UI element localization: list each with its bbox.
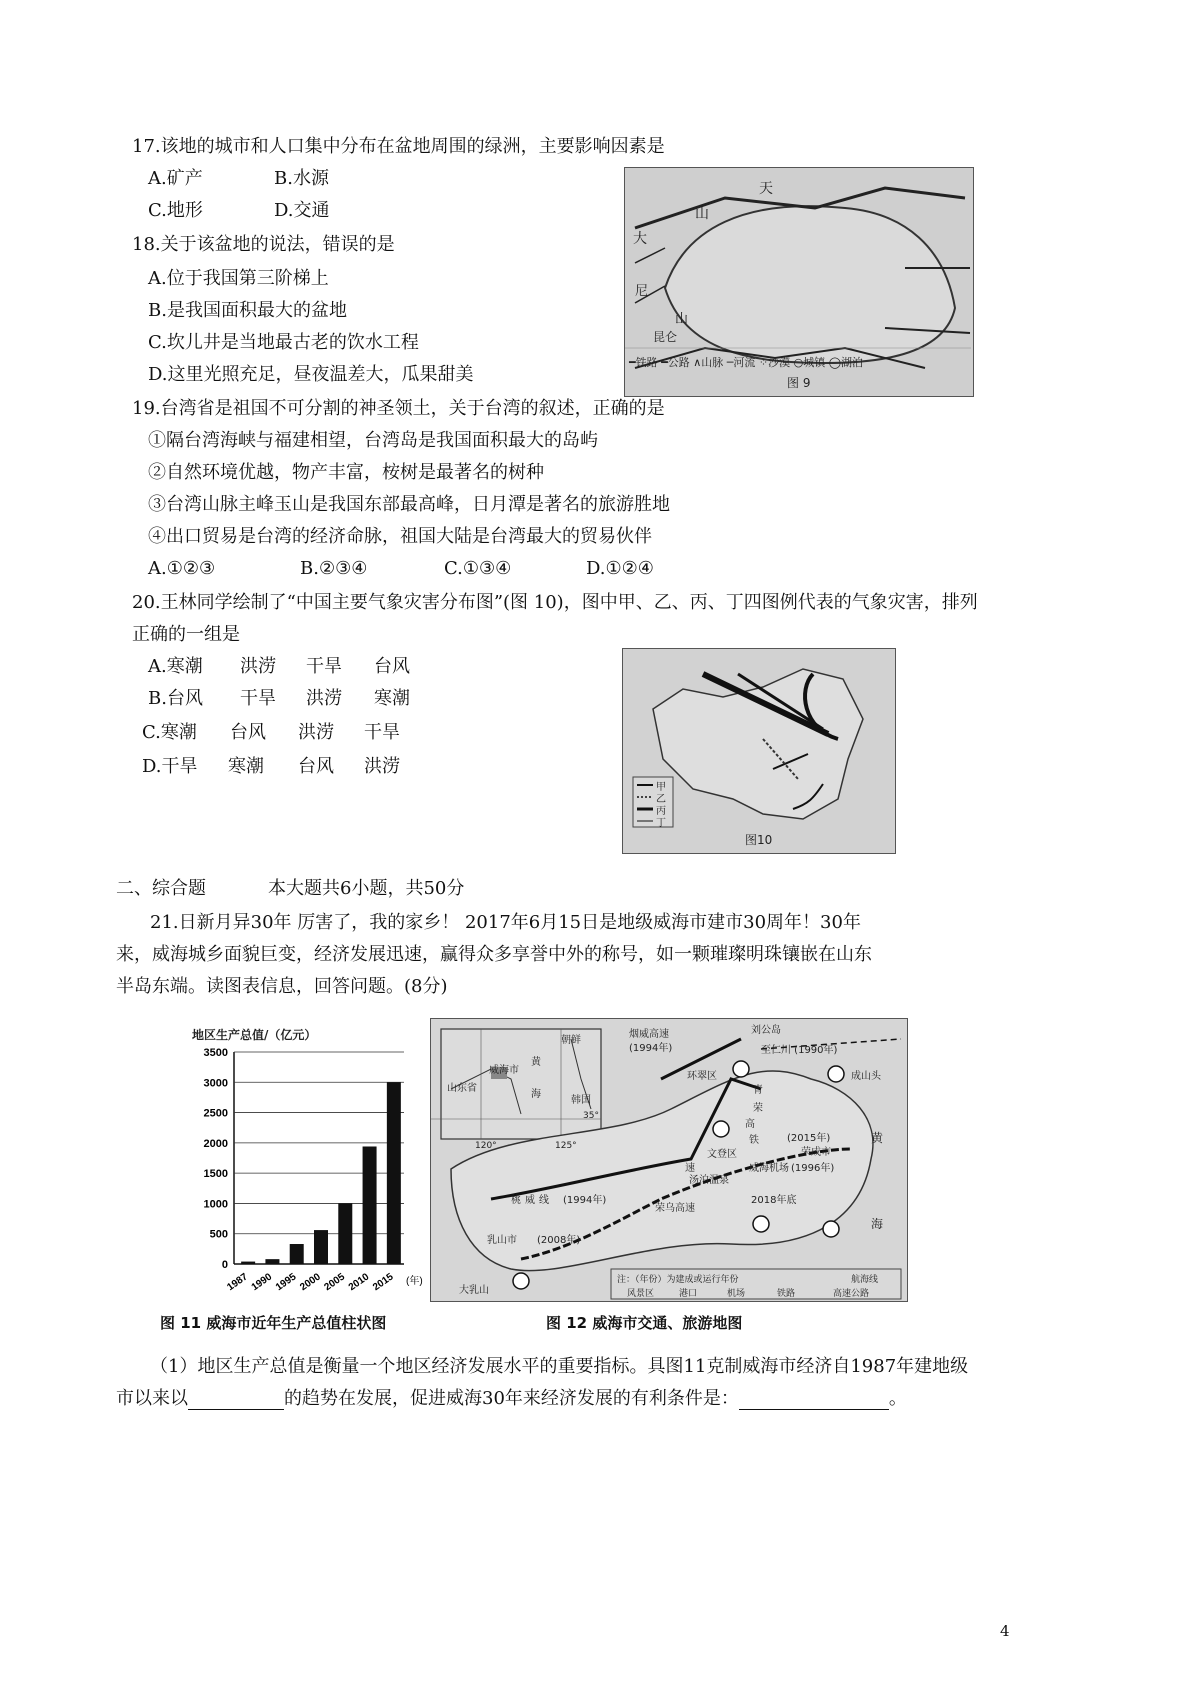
fig12-label: 刘公岛	[751, 1025, 781, 1036]
fig12-label: 烟威高速	[629, 1029, 669, 1040]
q18-option-d: D.这里光照充足，昼夜温差大，瓜果甜美	[148, 364, 474, 385]
fig12-label: 文登区	[707, 1149, 737, 1160]
fig12-inset-label-huang: 黄	[531, 1057, 541, 1068]
y-tick-label: 500	[209, 1228, 228, 1241]
q20-option-d-item: 台风	[298, 756, 334, 777]
q20-option-c-item: C.寒潮	[142, 722, 197, 743]
x-tick-label: 2000	[298, 1271, 323, 1294]
bar	[314, 1230, 328, 1264]
fig9-label-shan: 山	[695, 206, 709, 222]
q20-stem-line1: 20.王林同学绘制了“中国主要气象灾害分布图”(图 10)，图中甲、乙、丙、丁四图例代表的气象灾害，排列	[132, 592, 978, 613]
x-axis-label: (年)	[406, 1276, 423, 1287]
bar	[265, 1259, 279, 1264]
q18-option-c: C.坎儿井是当地最古老的饮水工程	[148, 332, 419, 353]
fig12-label: 成山头	[851, 1071, 881, 1082]
fig10-legend-jia: 甲	[656, 782, 666, 793]
fig12-label: 桃	[511, 1195, 521, 1206]
fig12-label: 铁	[749, 1135, 759, 1146]
fig12-legend-railway: 铁路	[777, 1289, 796, 1299]
bar	[290, 1244, 304, 1264]
fig12-label: 威	[525, 1195, 535, 1206]
figure-11-chart	[186, 1020, 430, 1302]
fig12-inset-label-shandong: 山东省	[447, 1083, 477, 1094]
y-tick-label: 3000	[203, 1077, 228, 1090]
x-tick-label: 1990	[249, 1271, 275, 1294]
fig12-label: (2015年)	[787, 1133, 831, 1144]
page-number: 4	[1000, 1622, 1010, 1640]
fig9-label-shan-2: 山	[675, 312, 689, 327]
fig12-label: (1996年)	[791, 1163, 835, 1174]
q19-statement-1: ①隔台湾海峡与福建相望，台湾岛是我国面积最大的岛屿	[148, 430, 598, 451]
fig12-label: 青	[753, 1085, 763, 1096]
x-tick-label: 2005	[322, 1271, 348, 1294]
fig12-label: (2008年)	[537, 1235, 581, 1246]
q20-option-c-item: 干旱	[364, 722, 400, 743]
q19-statement-2: ②自然环境优越，物产丰富，桉树是最著名的树种	[148, 462, 544, 483]
fig11-caption: 图 11 威海市近年生产总值柱状图	[160, 1314, 387, 1332]
x-tick-label: 1987	[225, 1271, 250, 1294]
y-tick-label: 1500	[203, 1168, 228, 1181]
fig12-inset-label-chaoxian: 朝鲜	[561, 1035, 581, 1046]
q20-option-d-item: 寒潮	[228, 756, 264, 777]
answer-blank-conditions[interactable]	[739, 1391, 889, 1410]
q21-sub1-line1: （1）地区生产总值是衡量一个地区经济发展水平的重要指标。具图11克制威海市经济自1987年建地级	[150, 1356, 969, 1377]
q19-option-c: C.①③④	[444, 558, 512, 579]
fig10-legend-yi: 乙	[656, 794, 666, 805]
q21-line1: 21.日新月异30年 厉害了，我的家乡！ 2017年6月15日是地级威海市建市30周年！30年	[150, 912, 861, 933]
fig12-legend-highway: 高速公路	[833, 1289, 870, 1299]
fig12-label: 荣乌高速	[655, 1203, 695, 1214]
bar	[241, 1262, 255, 1264]
x-tick-label: 2015	[371, 1271, 396, 1294]
figure-12-map	[430, 1018, 908, 1302]
q20-stem-line2: 正确的一组是	[132, 624, 240, 645]
q18-option-a: A.位于我国第三阶梯上	[148, 268, 329, 289]
section2-title: 二、综合题	[116, 878, 206, 899]
q19-option-b: B.②③④	[300, 558, 368, 579]
section2-desc: 本大题共6小题，共50分	[268, 878, 465, 899]
fig12-label: 威海机场	[749, 1163, 789, 1174]
q21-sub1-text-b: 的趋势在发展，促进威海30年来经济发展的有利条件是：	[284, 1388, 739, 1409]
q19-option-d: D.①②④	[586, 558, 654, 579]
fig12-label: 荣	[753, 1103, 763, 1114]
q17-stem: 17.该地的城市和人口集中分布在盆地周围的绿洲，主要影响因素是	[132, 136, 665, 157]
fig12-label: 2018年底	[751, 1195, 797, 1206]
fig10-caption: 图10	[745, 833, 773, 847]
fig9-label-da: 大	[633, 231, 647, 247]
fig12-legend-airport: 机场	[727, 1289, 746, 1299]
bar	[363, 1146, 377, 1264]
bar-chart-svg	[186, 1020, 430, 1302]
q20-option-b-item: 洪涝	[306, 688, 342, 709]
fig12-label: 高	[745, 1119, 755, 1130]
fig12-label: 汤泊温泉	[689, 1175, 729, 1186]
q20-option-a-item: 洪涝	[240, 656, 276, 677]
q19-option-a: A.①②③	[148, 558, 216, 579]
answer-blank-trend[interactable]	[188, 1391, 284, 1410]
q18-option-b: B.是我国面积最大的盆地	[148, 300, 347, 321]
fig12-legend-note: 注：（年份）为建成或运行年份	[617, 1275, 739, 1285]
fig12-legend-port: 港口	[679, 1289, 698, 1299]
fig12-legend-shipping: 航海线	[851, 1275, 879, 1285]
fig9-label-kunlun: 昆仑	[653, 330, 678, 344]
figure-10-map	[622, 648, 896, 854]
y-tick-label: 1000	[203, 1198, 228, 1211]
fig12-legend-scenic: 风景区	[627, 1289, 655, 1299]
y-tick-label: 2000	[203, 1137, 228, 1150]
x-tick-label: 2010	[346, 1271, 372, 1294]
q17-option-c: C.地形	[148, 200, 203, 221]
bar	[338, 1203, 352, 1264]
fig12-label: 环翠区	[687, 1071, 717, 1082]
fig12-inset-label-120: 120°	[475, 1141, 497, 1151]
fig12-caption: 图 12 威海市交通、旅游地图	[546, 1314, 743, 1332]
q20-option-a-item: 台风	[374, 656, 410, 677]
q21-sub1-text-c: 。	[888, 1388, 907, 1409]
fig12-label: (1994年)	[563, 1195, 607, 1206]
q21-sub1-line2	[116, 1388, 907, 1410]
fig10-legend-ding: 丁	[656, 818, 666, 829]
y-tick-label: 3500	[203, 1047, 228, 1059]
fig12-label: 至仁川 (1990年)	[761, 1045, 838, 1056]
q20-option-a-item: A.寒潮	[148, 656, 203, 677]
fig11-chart-title: 地区生产总值/（亿元）	[192, 1028, 317, 1042]
q18-stem: 18.关于该盆地的说法，错误的是	[132, 234, 395, 255]
fig9-label-tian: 天	[759, 181, 773, 197]
q20-option-c-item: 台风	[230, 722, 266, 743]
y-tick-label: 2500	[203, 1107, 228, 1120]
q20-option-d-item: 洪涝	[364, 756, 400, 777]
fig12-inset-label-hai: 海	[531, 1089, 541, 1100]
fig12-label: (1994年)	[629, 1043, 673, 1054]
q20-option-b-item: 寒潮	[374, 688, 410, 709]
x-tick-label: 1995	[273, 1271, 299, 1294]
q20-option-d-item: D.干旱	[142, 756, 198, 777]
q20-option-a-item: 干旱	[306, 656, 342, 677]
figure-9-map	[624, 167, 974, 397]
q21-line2: 来，威海城乡面貌巨变，经济发展迅速，赢得众多享誉中外的称号，如一颗璀璨明珠镶嵌在山东	[116, 944, 872, 965]
fig12-inset-label-weihai: 威海市	[489, 1065, 519, 1076]
q17-option-a: A.矿产	[148, 168, 203, 189]
fig12-label: 海	[871, 1217, 884, 1231]
fig10-legend-bing: 丙	[656, 806, 666, 817]
fig12-inset-label-125: 125°	[555, 1141, 577, 1151]
q19-statement-3: ③台湾山脉主峰玉山是我国东部最高峰，日月潭是著名的旅游胜地	[148, 494, 670, 515]
fig12-label: 线	[539, 1195, 549, 1206]
q20-option-b-item: 干旱	[240, 688, 276, 709]
q19-statement-4: ④出口贸易是台湾的经济命脉，祖国大陆是台湾最大的贸易伙伴	[148, 526, 652, 547]
fig9-caption: 图 9	[787, 376, 811, 390]
q17-option-d: D.交通	[274, 200, 330, 221]
y-tick-label: 0	[221, 1259, 228, 1271]
fig12-label: 荣成市	[801, 1147, 831, 1158]
fig9-label-ni: 尼	[635, 284, 649, 299]
bar	[387, 1082, 401, 1264]
q21-sub1-text-a: 市以来以	[116, 1388, 188, 1409]
fig12-inset-label-hanguo: 韩国	[571, 1095, 591, 1106]
fig9-legend: ━铁路 ━公路 ∧山脉 ─河流 ⁘沙漠 ○城镇 ◯湖泊	[629, 356, 864, 369]
fig12-label: 乳山市	[487, 1235, 517, 1246]
fig12-label: 速	[685, 1163, 695, 1174]
q17-option-b: B.水源	[274, 168, 329, 189]
fig12-label: 大乳山	[459, 1285, 489, 1296]
q21-line3: 半岛东端。读图表信息，回答问题。(8分)	[116, 976, 448, 997]
fig12-inset-label-35: 35°	[583, 1111, 599, 1121]
q19-stem: 19.台湾省是祖国不可分割的神圣领土，关于台湾的叙述，正确的是	[132, 398, 665, 419]
q20-option-c-item: 洪涝	[298, 722, 334, 743]
q20-option-b-item: B.台风	[148, 688, 203, 709]
fig12-label: 黄	[871, 1131, 884, 1145]
